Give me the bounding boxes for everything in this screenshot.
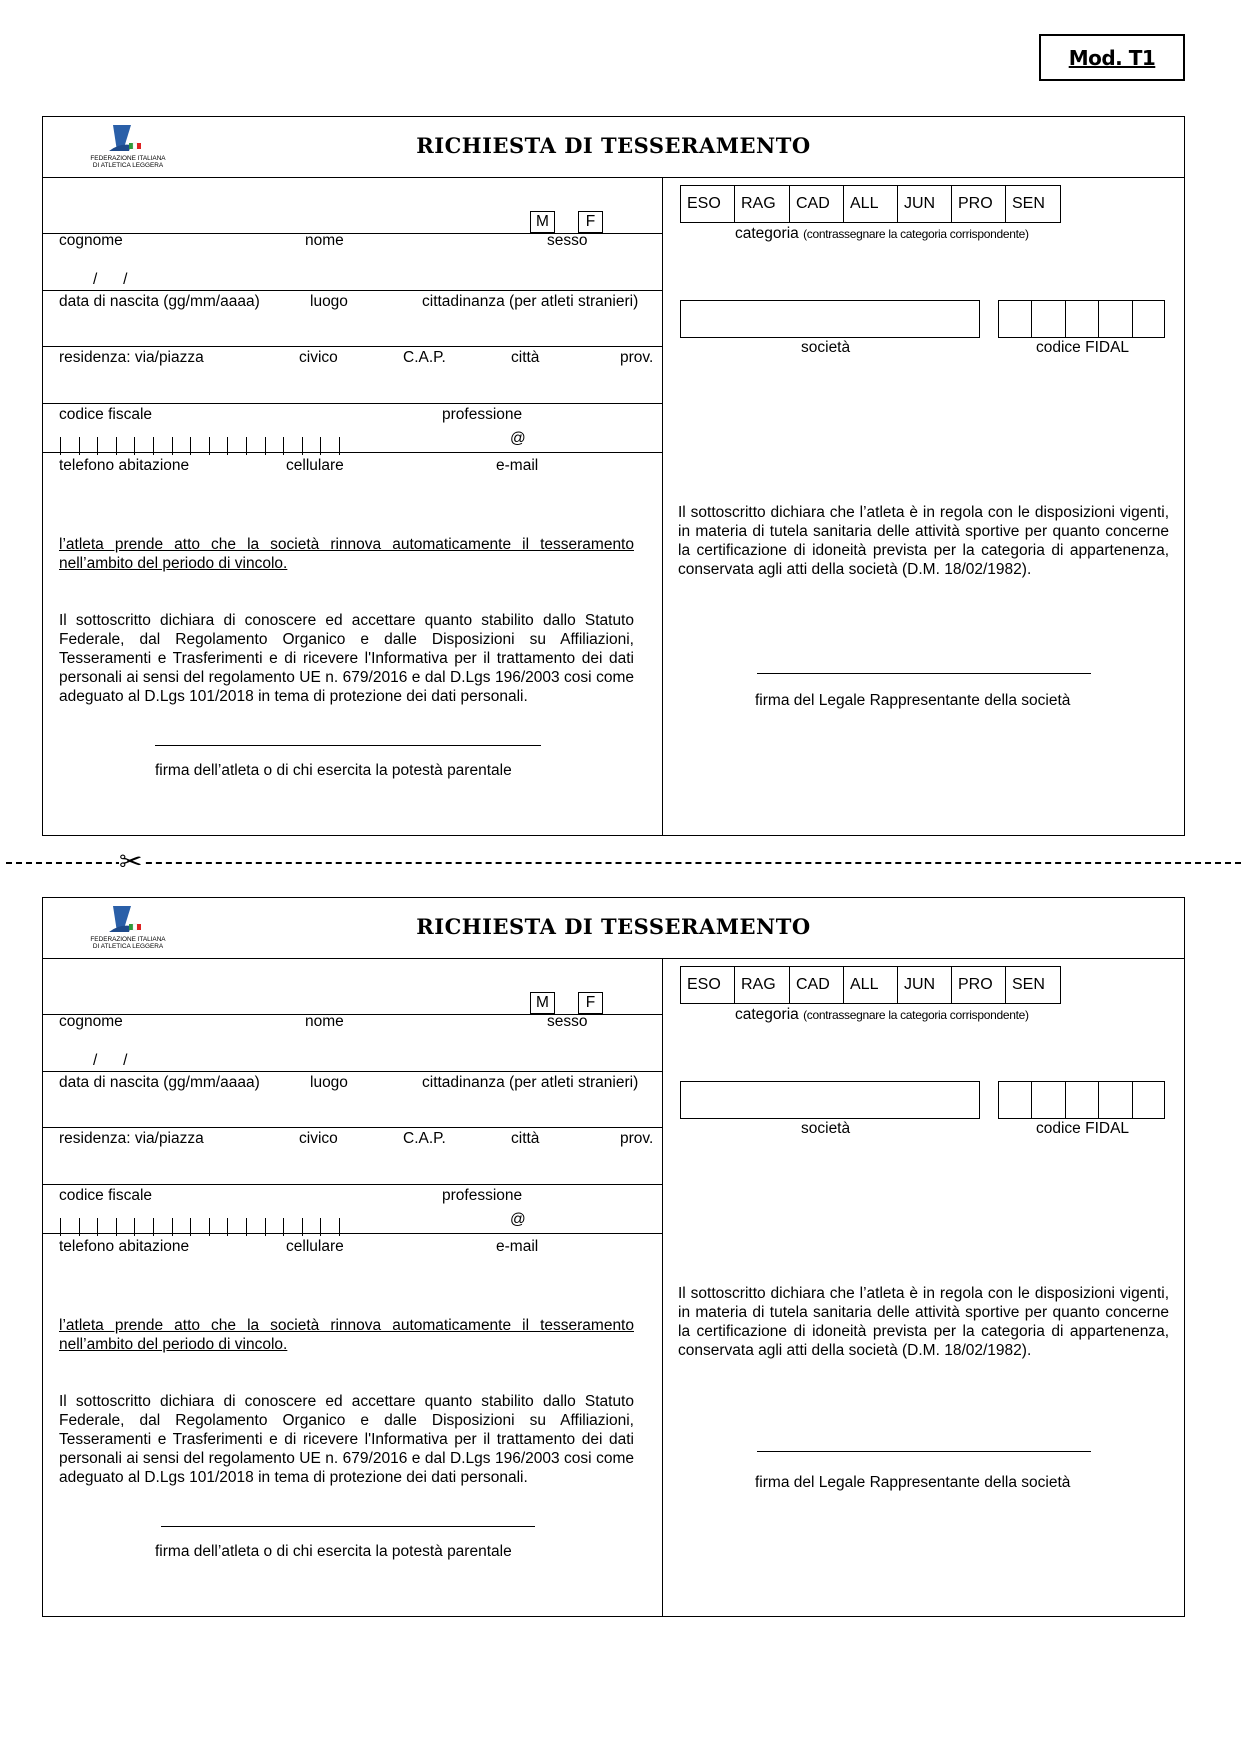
notice-rinnovo: l’atleta prende atto che la società rinnova automaticamente il tesseramento nell’ambito del periodo di vincolo. [59, 1317, 634, 1353]
sign-athlete-label: firma dell’atleta o di chi esercita la potestà parentale [155, 1543, 512, 1560]
label-residenza: residenza: via/piazza [59, 349, 204, 366]
codice-fidal-boxes[interactable] [998, 300, 1165, 338]
category-option[interactable]: JUN [898, 967, 952, 1003]
form-copy-2 [42, 897, 1185, 1617]
declaration-health: Il sottoscritto dichiara che l’atleta è in regola con le disposizioni vigenti, in materia di tutela sanitaria delle attività sportive per quanto concerne la certificazione di idoneità prevista per la categoria di appartenenza, conservata agli atti della società (D.M. 18/02/1982). [678, 504, 1169, 578]
label-codice-fidal: codice FIDAL [1036, 1120, 1130, 1137]
signature-line-legal[interactable] [757, 673, 1091, 674]
codice-fidal-boxes[interactable] [998, 1081, 1165, 1119]
notice-rinnovo: l’atleta prende atto che la società rinnova automaticamente il tesseramento nell’ambito del periodo di vincolo. [59, 536, 634, 572]
label-email: e-mail [496, 1238, 539, 1255]
label-professione: professione [442, 1187, 523, 1204]
svg-text:FEDERAZIONE ITALIANA: FEDERAZIONE ITALIANA [90, 155, 166, 162]
label-prov: prov. [620, 349, 654, 366]
label-civico: civico [299, 1130, 338, 1147]
field-line [43, 1071, 662, 1072]
sex-m-checkbox[interactable]: M [530, 211, 555, 233]
column-divider [662, 959, 663, 1616]
svg-text:FEDERAZIONE ITALIANA: FEDERAZIONE ITALIANA [90, 936, 166, 943]
label-prov: prov. [620, 1130, 654, 1147]
category-option[interactable]: CAD [790, 186, 844, 222]
label-cognome: cognome [59, 1013, 123, 1030]
category-option[interactable]: PRO [952, 186, 1006, 222]
label-nome: nome [305, 1013, 344, 1030]
label-residenza: residenza: via/piazza [59, 1130, 204, 1147]
field-line [43, 1127, 662, 1128]
at-sign: @ [510, 1211, 526, 1228]
field-line [43, 290, 662, 291]
label-citta: città [511, 349, 540, 366]
category-option[interactable]: ALL [844, 186, 898, 222]
label-cellulare: cellulare [286, 457, 344, 474]
scissors-icon: ✂ [119, 846, 143, 877]
label-luogo: luogo [310, 1074, 348, 1091]
label-codice-fidal: codice FIDAL [1036, 339, 1130, 356]
label-cittadinanza: cittadinanza (per atleti stranieri) [422, 293, 639, 310]
sign-legal-label: firma del Legale Rappresentante della società [755, 692, 1071, 709]
category-selector[interactable] [680, 185, 1061, 223]
cut-line [6, 862, 1241, 864]
label-nome: nome [305, 232, 344, 249]
label-societa: società [801, 1120, 851, 1137]
label-societa: società [801, 339, 851, 356]
category-option[interactable]: CAD [790, 967, 844, 1003]
category-option[interactable]: JUN [898, 186, 952, 222]
label-codice-fiscale: codice fiscale [59, 1187, 153, 1204]
sign-legal-label: firma del Legale Rappresentante della società [755, 1474, 1071, 1491]
form-header [43, 117, 1184, 178]
category-option[interactable]: ESO [681, 186, 735, 222]
label-luogo: luogo [310, 293, 348, 310]
signature-line-legal[interactable] [757, 1451, 1091, 1452]
category-option[interactable]: PRO [952, 967, 1006, 1003]
label-cap: C.A.P. [403, 349, 446, 366]
label-telefono: telefono abitazione [59, 1238, 190, 1255]
svg-text:DI ATLETICA LEGGERA: DI ATLETICA LEGGERA [92, 943, 164, 950]
label-email: e-mail [496, 457, 539, 474]
societa-field[interactable] [680, 300, 980, 338]
at-sign: @ [510, 430, 526, 447]
field-line [43, 1184, 662, 1185]
label-cognome: cognome [59, 232, 123, 249]
label-categoria: categoria (contrassegnare la categoria corrispondente) [735, 1006, 1029, 1023]
label-cittadinanza: cittadinanza (per atleti stranieri) [422, 1074, 639, 1091]
model-code: Mod. T1 [1039, 34, 1185, 81]
form-title: RICHIESTA DI TESSERAMENTO [416, 914, 811, 939]
sex-f-checkbox[interactable]: F [578, 992, 603, 1014]
category-option[interactable]: SEN [1012, 976, 1045, 993]
column-divider [662, 178, 663, 835]
sign-athlete-label: firma dell’atleta o di chi esercita la potestà parentale [155, 762, 512, 779]
date-separators: / / [93, 271, 128, 288]
label-cap: C.A.P. [403, 1130, 446, 1147]
label-categoria: categoria (contrassegnare la categoria corrispondente) [735, 225, 1029, 242]
signature-line-athlete[interactable] [155, 745, 541, 746]
societa-field[interactable] [680, 1081, 980, 1119]
label-data-nascita: data di nascita (gg/mm/aaaa) [59, 293, 260, 310]
field-line [43, 346, 662, 347]
declaration-athlete: Il sottoscritto dichiara di conoscere ed accettare quanto stabilito dallo Statuto Federale, dal Regolamento Organico e dalle Disposizioni su Affiliazioni, Tesseramenti e Trasferimenti e di ricevere l'Informativa per il trattamento dei dati personali ai sensi del regolamento UE n. 679/2016 e dal D.Lgs 196/2003 cosi come adeguato al D.Lgs 101/2018 in tema di protezione dei dati personali. [59, 612, 634, 705]
form-copy-1 [42, 116, 1185, 836]
label-professione: professione [442, 406, 523, 423]
category-option[interactable]: SEN [1012, 195, 1045, 212]
label-cellulare: cellulare [286, 1238, 344, 1255]
label-telefono: telefono abitazione [59, 457, 190, 474]
svg-text:DI ATLETICA LEGGERA: DI ATLETICA LEGGERA [92, 162, 164, 169]
field-line [43, 403, 662, 404]
label-data-nascita: data di nascita (gg/mm/aaaa) [59, 1074, 260, 1091]
sex-m-checkbox[interactable]: M [530, 992, 555, 1014]
form-title: RICHIESTA DI TESSERAMENTO [416, 133, 811, 158]
label-codice-fiscale: codice fiscale [59, 406, 153, 423]
signature-line-athlete[interactable] [161, 1526, 535, 1527]
declaration-athlete: Il sottoscritto dichiara di conoscere ed accettare quanto stabilito dallo Statuto Federale, dal Regolamento Organico e dalle Disposizioni su Affiliazioni, Tesseramenti e Trasferimenti e di ricevere l'Informativa per il trattamento dei dati personali ai sensi del regolamento UE n. 679/2016 e dal D.Lgs 196/2003 cosi come adeguato al D.Lgs 101/2018 in tema di protezione dei dati personali. [59, 1393, 634, 1486]
field-line [43, 452, 662, 453]
category-option[interactable]: RAG [735, 186, 790, 222]
declaration-health: Il sottoscritto dichiara che l’atleta è in regola con le disposizioni vigenti, in materia di tutela sanitaria delle attività sportive per quanto concerne la certificazione di idoneità prevista per la categoria di appartenenza, conservata agli atti della società (D.M. 18/02/1982). [678, 1285, 1169, 1359]
date-separators: / / [93, 1052, 128, 1069]
category-selector[interactable] [680, 966, 1061, 1004]
category-option[interactable]: ALL [844, 967, 898, 1003]
label-citta: città [511, 1130, 540, 1147]
category-option[interactable]: RAG [735, 967, 790, 1003]
label-civico: civico [299, 349, 338, 366]
field-line [43, 1233, 662, 1234]
label-sesso: sesso [547, 1013, 588, 1030]
label-sesso: sesso [547, 232, 588, 249]
category-option[interactable]: ESO [681, 967, 735, 1003]
sex-f-checkbox[interactable]: F [578, 211, 603, 233]
form-header [43, 898, 1184, 959]
